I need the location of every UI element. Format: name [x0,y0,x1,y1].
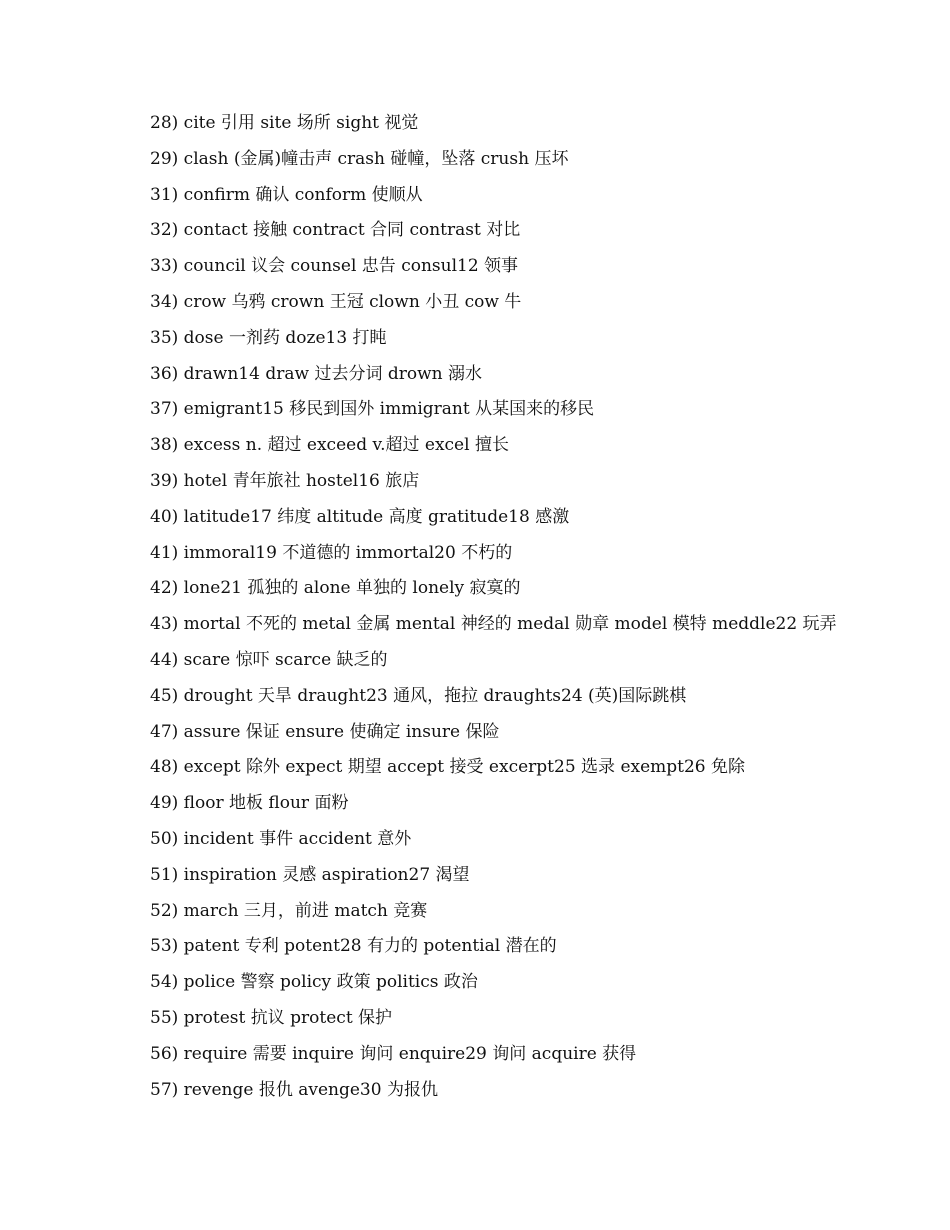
list-item: 47) assure 保证 ensure 使确定 insure 保险 [150,721,500,742]
list-item: 38) excess n. 超过 exceed v.超过 excel 擅长 [150,435,509,456]
list-item: 55) protest 抗议 protect 保护 [150,1007,393,1028]
list-item: 34) crow 乌鸦 crown 王冠 clown 小丑 cow 牛 [150,291,522,312]
list-item: 40) latitude17 纬度 altitude 高度 gratitude18 感激 [150,506,570,527]
list-item: 43) mortal 不死的 metal 金属 mental 神经的 medal 勋章 model 模特 meddle22 玩弄 [150,614,837,635]
list-item: 32) contact 接触 contract 合同 contrast 对比 [150,220,521,241]
list-item: 37) emigrant15 移民到国外 immigrant 从某国来的移民 [150,399,595,420]
list-item: 29) clash (金属)幢击声 crash 碰幢，坠落 crush 压坏 [150,148,569,169]
list-item: 41) immoral19 不道德的 immortal20 不朽的 [150,542,513,563]
list-item: 36) drawn14 draw 过去分词 drown 溺水 [150,363,482,384]
list-item: 44) scare 惊吓 scarce 缺乏的 [150,649,388,670]
list-item: 45) drought 天旱 draught23 通风，拖拉 draughts24 (英)国际跳棋 [150,685,687,706]
list-item: 53) patent 专利 potent28 有力的 potential 潜在的 [150,936,557,957]
list-item: 31) confirm 确认 conform 使顺从 [150,184,423,205]
list-item: 42) lone21 孤独的 alone 单独的 lonely 寂寞的 [150,578,521,599]
list-item: 56) require 需要 inquire 询问 enquire29 询问 acquire 获得 [150,1043,637,1064]
list-item: 28) cite 引用 site 场所 sight 视觉 [150,113,419,133]
list-item: 48) except 除外 expect 期望 accept 接受 excerpt25 选录 exempt26 免除 [150,757,746,778]
list-item: 54) police 警察 policy 政策 politics 政治 [150,972,478,993]
list-item: 57) revenge 报仇 avenge30 为报仇 [150,1079,438,1100]
list-item: 49) floor 地板 flour 面粉 [150,793,349,814]
list-item: 33) council 议会 counsel 忠告 consul12 领事 [150,256,519,277]
list-item: 35) dose 一剂药 doze13 打盹 [150,327,387,348]
list-item: 39) hotel 青年旅社 hostel16 旅店 [150,470,420,491]
word-list [150,106,910,1108]
list-item: 51) inspiration 灵感 aspiration27 渴望 [150,864,470,885]
list-item: 50) incident 事件 accident 意外 [150,828,412,849]
list-item: 52) march 三月，前进 match 竞赛 [150,900,428,921]
